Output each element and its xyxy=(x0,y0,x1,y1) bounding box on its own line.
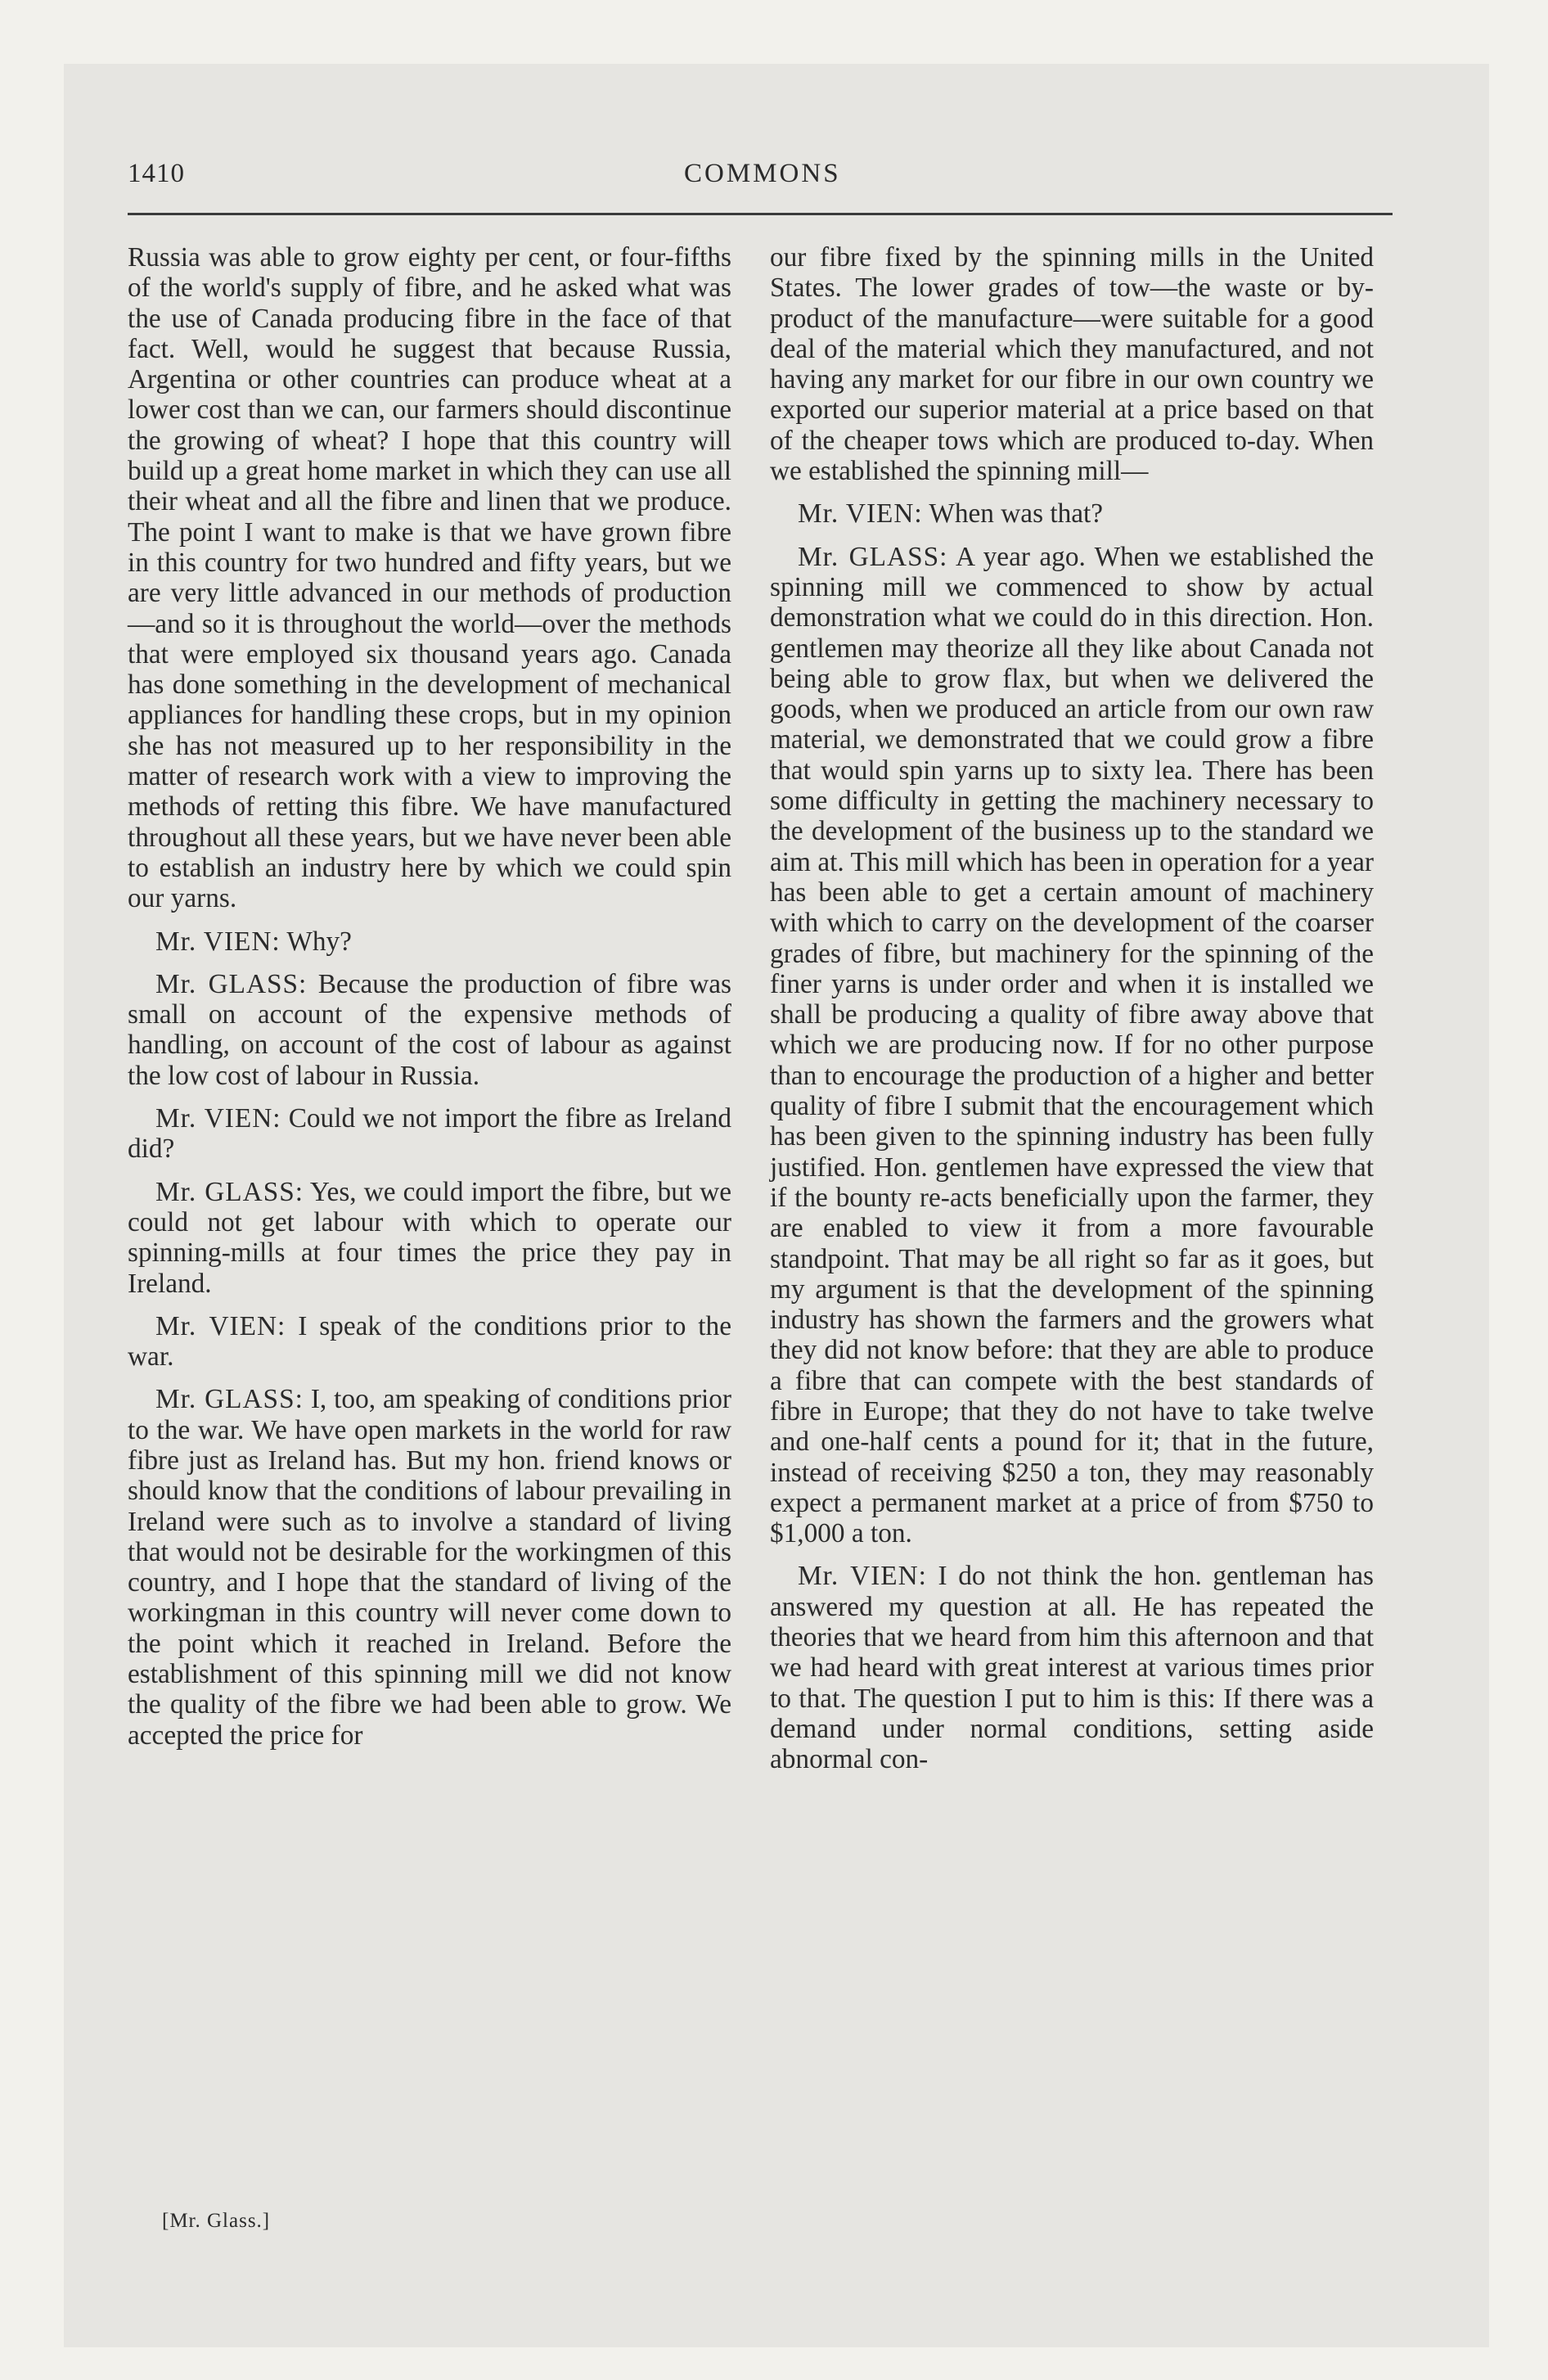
paragraph-text: A year ago. When we established the spinning mill we commenced to show by actual demonstration what we could do in this direction. Hon. gentlemen may theorize all they like about Canada not being able to grow flax, but when we delivered the goods, when we produced an article from our own raw material, we demonstrated that we could grow a fibre that would spin yarns up to sixty lea. There has been some difficulty in getting the machinery necessary to the development of the business up to the standard we aim at. This mill which has been in operation for a year has been able to get a certain amount of machinery with which to carry on the development of the coarser grades of fibre, but machinery for the spinning of the finer yarns is under order and when it is installed we shall be producing a quality of fibre away above that which we are producing now. If for no other purpose than to encourage the production of a higher and better quality of fibre I submit that the encouragement which has been given to the spinning industry has been fully justified. Hon. gentlemen have expressed the view that if the bounty re-acts beneficially upon the farmer, they are enabled to view it from a more favourable standpoint. That may be all right so far as it goes, but my argument is that the development of the spinning industry has shown the farmers and the growers what they did not know before: that they are able to produce a fibre that can compete with the best standards of fibre in Europe; that they do not have to take twelve and one-half cents a pound for it; that in the future, instead of receiving $250 a ton, they may reasonably expect a permanent market at a price of from $750 to $1,000 a ton. xyxy=(770,541,1374,1549)
paragraph xyxy=(770,498,1374,529)
speaker-name: Mr. GLASS: xyxy=(155,1176,304,1207)
speaker-name: Mr. VIEN: xyxy=(798,1561,927,1592)
paragraph xyxy=(770,242,1374,486)
paragraph xyxy=(128,1103,731,1165)
paragraph-text: I speak of the conditions prior to the war. xyxy=(128,1310,731,1373)
page-number: 1410 xyxy=(128,159,185,188)
paragraph-text: Why? xyxy=(286,926,352,957)
paragraph xyxy=(128,969,731,1091)
paragraph-text: Could we not import the fibre as Ireland did? xyxy=(128,1103,731,1165)
paragraph-text: When was that? xyxy=(929,498,1104,530)
left-column xyxy=(128,242,731,1751)
footer-catchword: [Mr. Glass.] xyxy=(162,2210,271,2232)
paragraph xyxy=(128,1384,731,1751)
paragraph-text: I, too, am speaking of conditions prior to the war. We have open markets in the world for raw fibre just as Ireland has. But my hon. friend knows or should know that the conditions of labour prevailing in Ireland were such as to involve a standard of living that would not be desirable for the workingmen of this country, and I hope that the standard of living of the workingman in this country will never come down to the point which it reached in Ireland. Before the establishment of this spinning mill we did not know the quality of the fibre we had been able to grow. We accepted the price for xyxy=(128,1384,731,1751)
paragraph xyxy=(128,1311,731,1373)
speaker-name: Mr. VIEN: xyxy=(155,1103,281,1134)
paragraph xyxy=(770,542,1374,1549)
speaker-name: Mr. VIEN: xyxy=(155,926,281,957)
paragraph-text: our fibre fixed by the spinning mills in the United States. The lower grades of tow—the waste or by-product of the manufacture—were suitable for a good deal of the material which they manufactured, and not having any market for our fibre in our own country we exported our superior material at a price based on that of the cheaper tows which are produced to-day. When we established the spinning mill— xyxy=(770,242,1374,487)
paragraph-text: I do not think the hon. gentleman has answered my question at all. He has repeated the theories that we heard from him this afternoon and that we had heard with great interest at various times prior to that. The question I put to him is this: If there was a demand under normal conditions, setting aside abnormal con- xyxy=(770,1561,1374,1775)
speaker-name: Mr. VIEN: xyxy=(798,498,923,530)
paragraph xyxy=(128,1177,731,1299)
header-rule xyxy=(128,213,1393,215)
speaker-name: Mr. GLASS: xyxy=(155,968,308,999)
paragraph-text: Yes, we could import the fibre, but we could not get labour with which to operate our spinning-mills at four times the price they pay in Ireland. xyxy=(128,1176,732,1299)
paragraph xyxy=(770,1561,1374,1774)
speaker-name: Mr. GLASS: xyxy=(798,541,948,572)
right-column xyxy=(770,242,1374,1775)
paragraph xyxy=(128,926,731,957)
speaker-name: Mr. VIEN: xyxy=(155,1310,286,1341)
running-head: COMMONS xyxy=(684,159,841,188)
speaker-name: Mr. GLASS: xyxy=(155,1384,304,1415)
paragraph-text: Russia was able to grow eighty per cent, or four-fifths of the world's supply of fibre, and he asked what was the use of Canada producing fibre in the face of that fact. Well, would he suggest that because Russia, Argentina or other countries can produce wheat at a lower cost than we can, our farmers should discontinue the growing of wheat? I hope that this country will build up a great home market in which they can use all their wheat and all the fibre and linen that we produce. The point I want to make is that we have grown fibre in this country for two hundred and fifty years, but we are very little advanced in our methods of production—and so it is throughout the world—over the methods that were employed six thousand years ago. Canada has done something in the development of mechanical appliances for handling these crops, but in my opinion she has not measured up to her responsibility in the matter of research work with a view to improving the methods of retting this fibre. We have manufactured throughout all these years, but we have never been able to establish an industry here by which we could spin our yarns. xyxy=(128,242,731,914)
paragraph-text: Because the production of fibre was small on account of the expensive methods of handling, on account of the cost of labour as against the low cost of labour in Russia. xyxy=(128,968,731,1091)
paragraph xyxy=(128,242,731,914)
page-header xyxy=(128,159,1393,216)
